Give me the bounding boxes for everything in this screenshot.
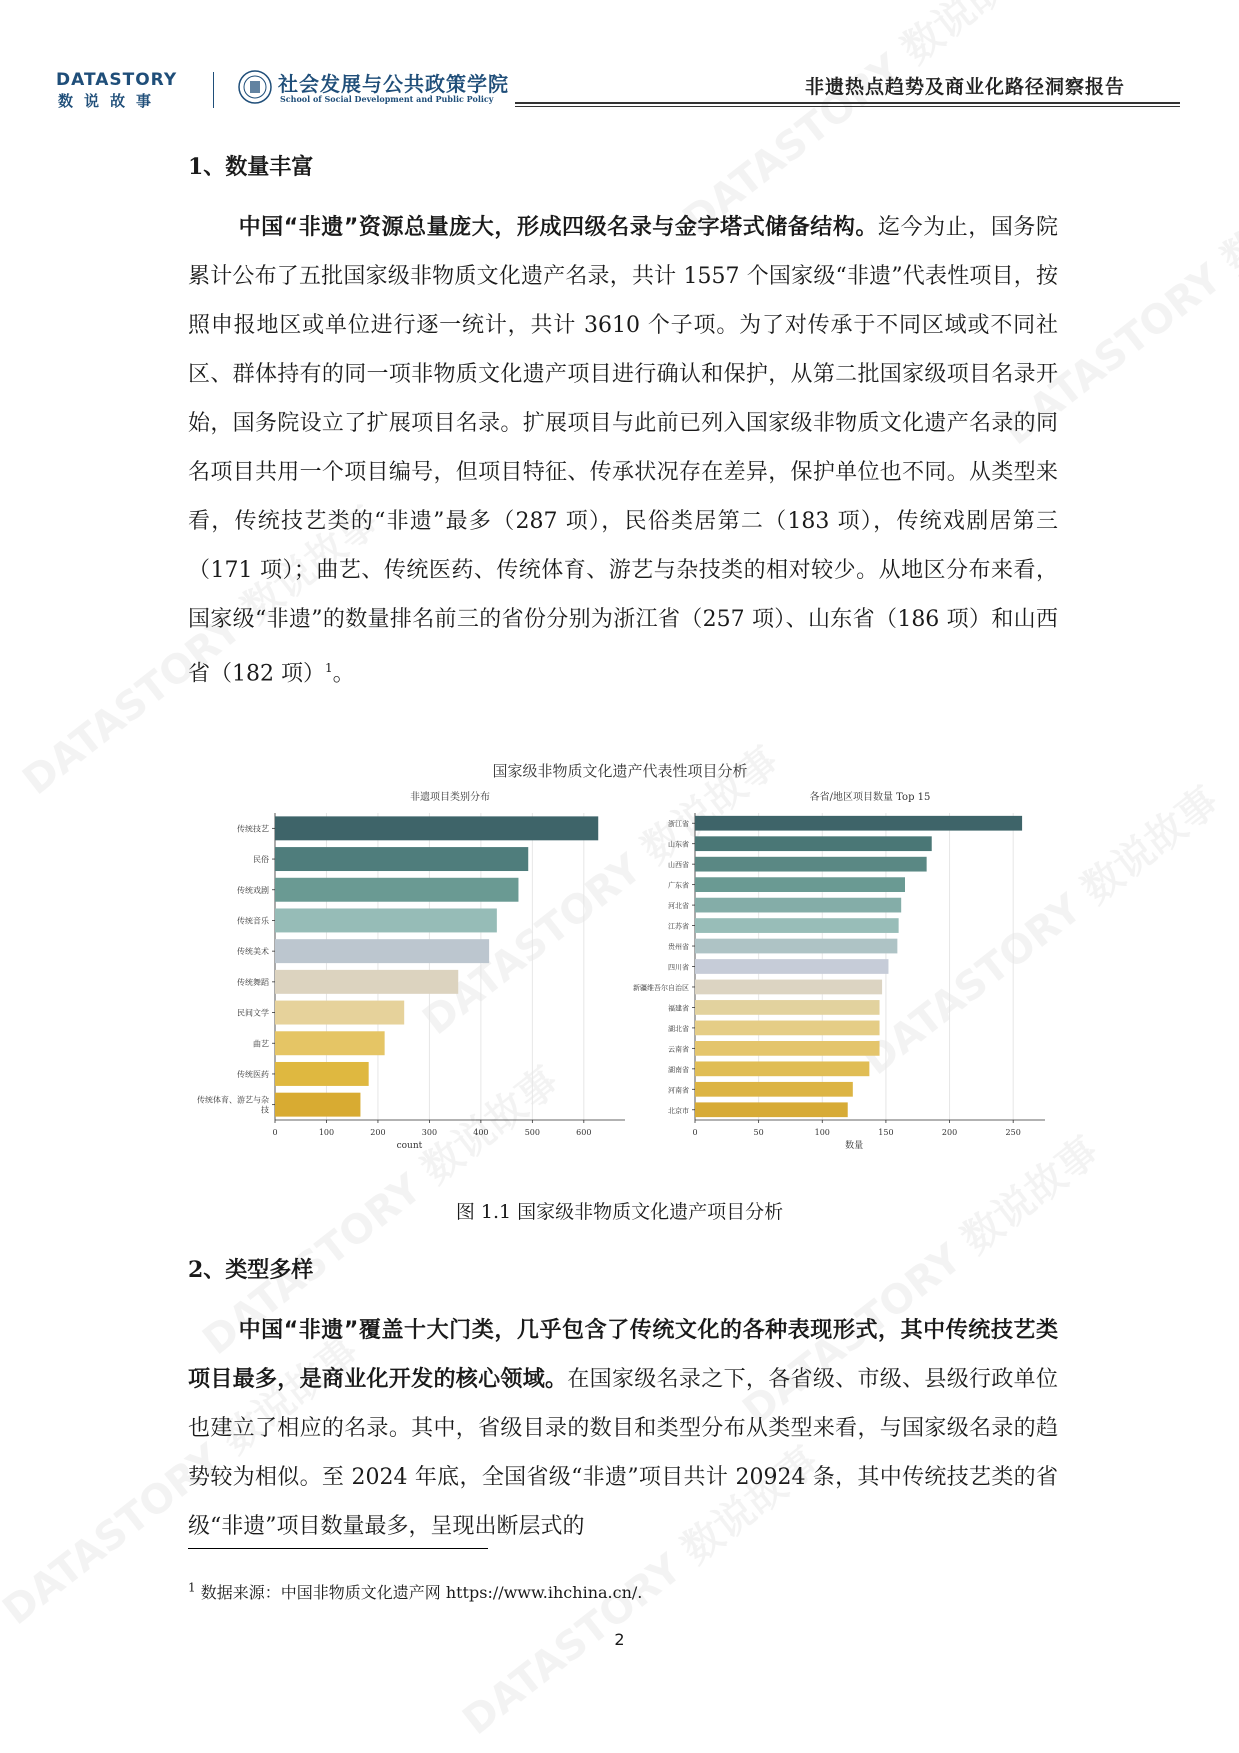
report-title: 非遗热点趋势及商业化路径洞察报告	[805, 76, 1126, 98]
category-label: 传统体育、游艺与杂技	[197, 1095, 269, 1115]
x-tick-label: 500	[524, 1128, 540, 1137]
section-2-paragraph	[188, 1306, 1058, 1551]
section-1-body: 迄今为止，国务院累计公布了五批国家级非物质文化遗产名录，共计 1557 个国家级“非遗”代表性项目，按照申报地区或单位进行逐一统计，共计 3610 个子项。为了对传承于不同区域或不同社区、群体持有的同一项非物质文化遗产项目进行确认和保护，从第二批国家级项目名录开始，国务院设立了扩展项目名录。扩展项目与此前已列入国家级非物质文化遗产名录的同名项目共用一个项目编号，但项目特征、传承状况存在差异，保护单位也不同。从类型来看，传统技艺类的“非遗”最多（287 项），民俗类居第二（183 项），传统戏剧居第三（171 项）；曲艺、传统医药、传统体育、游艺与杂技类的相对较少。从地区分布来看，国家级“非遗”的数量排名前三的省份分别为浙江省（257 项）、山东省（186 项）和山西省（182 项）	[188, 215, 1058, 687]
bar	[695, 877, 905, 892]
category-label: 福建省	[668, 1004, 689, 1013]
datastory-logo-cn: 数说故事	[58, 92, 163, 110]
category-label: 河北省	[668, 902, 689, 911]
x-tick-label: 50	[753, 1128, 764, 1137]
category-label: 山东省	[668, 840, 689, 849]
footnote-ref[interactable]: 1	[325, 661, 333, 675]
bar	[275, 1031, 385, 1055]
category-label: 贵州省	[668, 943, 689, 952]
datastory-logo-text: DATASTORY	[56, 70, 178, 90]
bar	[695, 857, 927, 872]
bar	[275, 816, 598, 840]
bar	[695, 959, 888, 974]
category-label: 北京市	[668, 1106, 689, 1115]
subplot-title: 各省/地区项目数量 Top 15	[809, 792, 931, 803]
section-heading-2: 2、类型多样	[188, 1257, 314, 1283]
chart-suptitle: 国家级非物质文化遗产代表性项目分析	[492, 762, 748, 780]
category-label: 湖北省	[668, 1024, 689, 1033]
x-axis-label: 数量	[845, 1141, 864, 1151]
bar	[275, 1062, 369, 1086]
bar	[695, 980, 882, 995]
bar	[275, 970, 458, 994]
bar	[695, 939, 897, 954]
bar	[275, 939, 489, 963]
ich-analysis-chart	[185, 758, 1055, 1166]
bar	[275, 1001, 404, 1025]
category-label: 江苏省	[668, 922, 689, 931]
bar	[695, 1021, 880, 1036]
footnote-mark: 1	[188, 1580, 196, 1595]
category-label: 传统戏剧	[237, 885, 269, 895]
x-tick-label: 300	[421, 1128, 438, 1137]
x-tick-label: 250	[1005, 1128, 1021, 1137]
bar	[695, 1000, 880, 1015]
category-label: 山西省	[668, 861, 689, 870]
category-label: 湖南省	[668, 1065, 689, 1074]
university-seal-icon	[238, 70, 272, 104]
bar	[275, 908, 497, 932]
category-label: 传统医药	[237, 1069, 269, 1079]
bar	[695, 898, 901, 913]
header-divider	[213, 72, 214, 108]
bar	[695, 1061, 869, 1076]
x-tick-label: 100	[814, 1128, 830, 1137]
header-rule	[515, 102, 1180, 104]
x-tick-label: 0	[692, 1128, 698, 1137]
category-label: 传统音乐	[237, 916, 269, 926]
x-tick-label: 150	[878, 1128, 894, 1137]
category-label: 广东省	[668, 881, 689, 890]
section-2-lead: 中国“非遗”覆盖十大门类，几乎包含了传统文化的各种表现形式，其中传统技艺类项目最多，是商业化开发的核心领域。	[188, 1318, 1058, 1392]
x-tick-label: 400	[473, 1128, 489, 1137]
x-axis-label: count	[396, 1141, 423, 1151]
category-label: 传统舞蹈	[237, 977, 269, 987]
bar	[695, 1041, 880, 1056]
bar	[695, 1082, 853, 1097]
header-rule-thin	[515, 106, 1180, 107]
page-number: 2	[614, 1630, 625, 1649]
school-name-cn: 社会发展与公共政策学院	[278, 72, 509, 96]
bar	[275, 1093, 360, 1117]
category-label: 传统美术	[237, 947, 269, 957]
category-label: 四川省	[668, 963, 689, 972]
x-tick-label: 600	[576, 1128, 592, 1137]
section-1-lead: 中国“非遗”资源总量庞大，形成四级名录与金字塔式储备结构。	[238, 215, 878, 240]
x-tick-label: 200	[941, 1128, 958, 1137]
bar	[275, 878, 518, 902]
x-tick-label: 200	[370, 1128, 386, 1137]
bar	[695, 1102, 848, 1117]
category-label: 河南省	[668, 1086, 689, 1095]
section-1-paragraph	[188, 203, 1058, 698]
bar	[695, 836, 932, 851]
x-tick-label: 0	[272, 1128, 278, 1137]
school-name-en: School of Social Development and Public Policy	[280, 94, 494, 104]
section-2-body: 在国家级名录之下，各省级、市级、县级行政单位也建立了相应的名录。其中，省级目录的数目和类型分布从类型来看，与国家级名录的趋势较为相似。至 2024 年底，全国省级“非遗”项目共计 20924 条，其中传统技艺类的省级“非遗”项目数量最多，呈现出断层式的	[188, 1367, 1058, 1539]
subplot-title: 非遗项目类别分布	[410, 792, 490, 803]
category-label: 传统技艺	[237, 824, 269, 834]
category-label: 云南省	[668, 1045, 689, 1054]
category-label: 新疆维吾尔自治区	[633, 983, 689, 992]
footnote	[188, 1580, 642, 1603]
section-1-tail: 。	[332, 661, 355, 687]
bar	[275, 847, 528, 871]
category-label: 浙江省	[668, 820, 689, 829]
category-label: 曲艺	[253, 1039, 269, 1049]
section-heading-1: 1、数量丰富	[188, 154, 314, 180]
footnote-text: 数据来源：中国非物质文化遗产网 https://www.ihchina.cn/.	[200, 1583, 643, 1602]
figure-caption: 图 1.1 国家级非物质文化遗产项目分析	[455, 1201, 784, 1223]
bar	[695, 816, 1022, 831]
category-label: 民俗	[253, 855, 269, 865]
bar	[695, 918, 899, 933]
footnote-rule	[188, 1548, 488, 1549]
category-label: 民间文学	[237, 1008, 269, 1018]
x-tick-label: 100	[318, 1128, 335, 1137]
